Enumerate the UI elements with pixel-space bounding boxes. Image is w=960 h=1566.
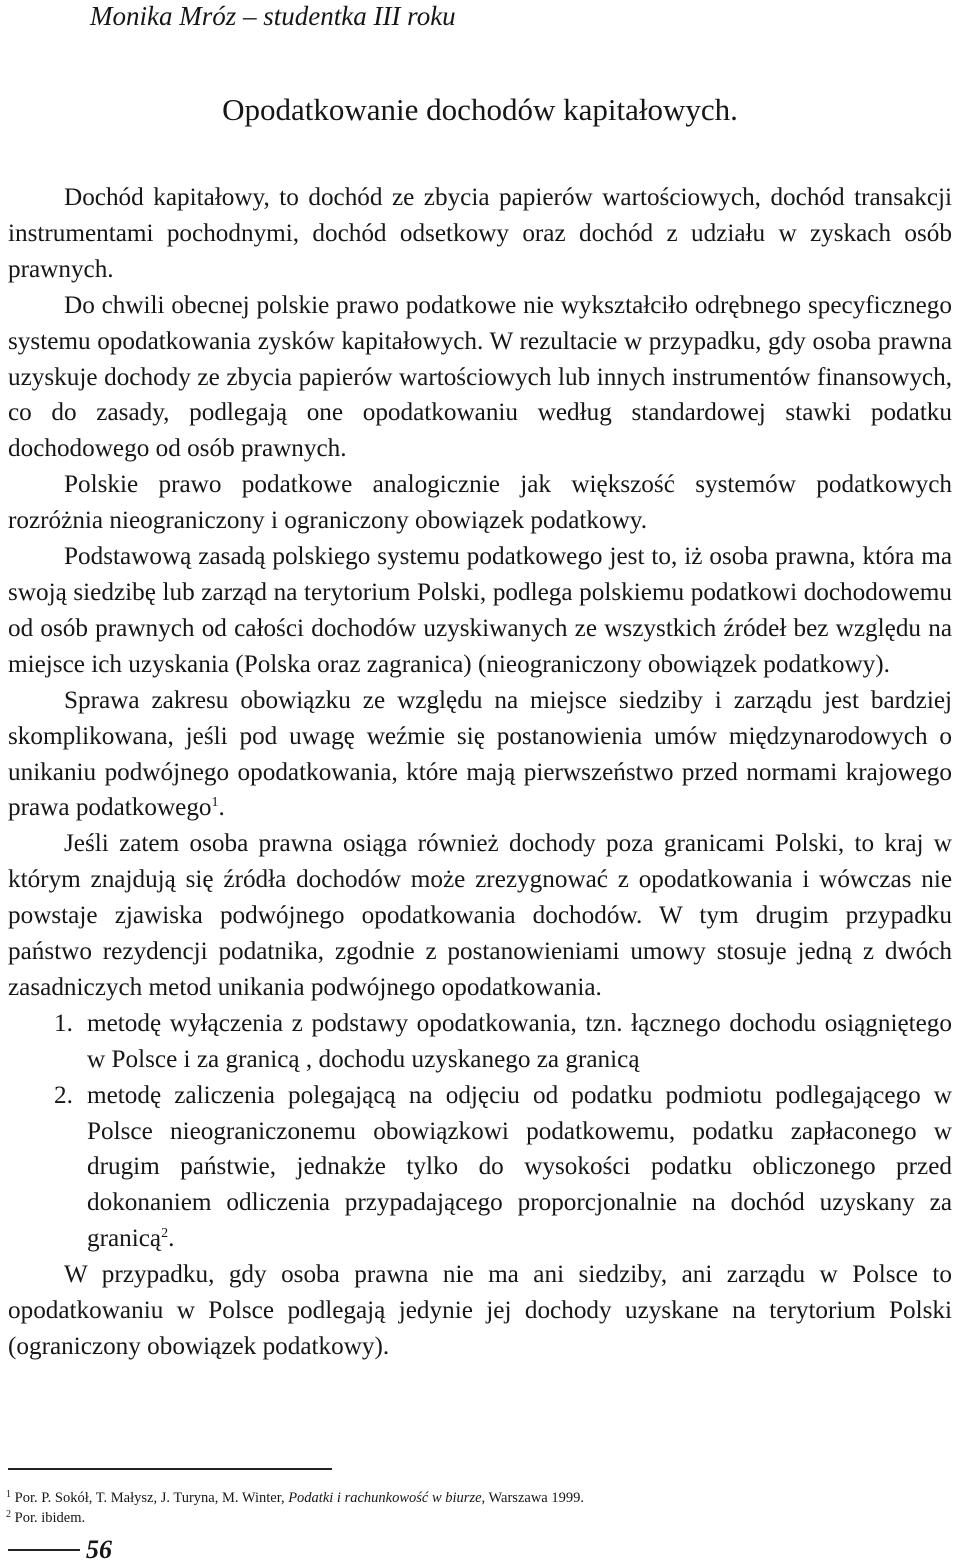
footnote-separator	[8, 1468, 332, 1470]
footnote-rest: , Warszawa 1999.	[481, 1490, 584, 1506]
paragraph-text: Sprawa zakresu obowiązku ze względu na miejsce siedziby i zarządu jest bardziej skomplikowana, jeśli pod uwagę weźmie się postanowienia umów międzynarodowych o unikaniu podwójnego opodatkowania, które mają pierwszeństwo przed normami krajowego prawa podatkowego	[8, 686, 952, 822]
footnote-number: 1	[6, 1489, 11, 1500]
running-head: Monika Mróz – studentka III roku	[90, 1, 456, 31]
footnote-number: 2	[6, 1509, 11, 1520]
page-folio	[8, 1536, 112, 1566]
list-item: 2. metodę zaliczenia polegającą na odjęciu od podatku podmiotu podlegającego w Polsce nieograniczonemu obowiązkowi podatkowemu, podatku zapłaconego w drugim państwie, jednakże tylko do wysokości podatku obliczonego przed dokonaniem odliczenia przypadającego proporcjonalnie na dochód uzyskany za granicą$^2$.	[8, 1078, 952, 1258]
paragraph: Dochód kapitałowy, to dochód ze zbycia papierów wartościowych, dochód transakcji instrumentami pochodnymi, dochód odsetkowy oraz dochód z udziału w zyskach osób prawnych.	[8, 184, 952, 283]
footnote	[6, 1508, 584, 1528]
paragraph: W przypadku, gdy osoba prawna nie ma ani siedziby, ani zarządu w Polsce to opodatkowaniu w Polsce podlegają jedynie jej dochody uzyskane na terytorium Polski (ograniczony obowiązek podatkowy).	[8, 1261, 952, 1360]
list-number: 1.	[54, 1009, 73, 1037]
list-item	[8, 1006, 952, 1078]
page-number: 56	[86, 1535, 112, 1564]
paragraph: Polskie prawo podatkowe analogicznie jak większość systemów podatkowych rozróżnia nieograniczony i ograniczony obowiązek podatkowy.	[8, 471, 952, 535]
list-item-text: metodę wyłączenia z podstawy opodatkowania, tzn. łącznego dochodu osiągniętego w Polsce i za granicą , dochodu uzyskanego za granicą	[87, 1009, 952, 1073]
footnote-reference[interactable]: 1	[211, 795, 219, 811]
article-body	[8, 180, 952, 1365]
folio-rule	[8, 1549, 80, 1551]
paragraph: Sprawa zakresu obowiązku ze względu na miejsce siedziby i zarządu jest bardziej skomplikowana, jeśli pod uwagę weźmie się postanowienia umów międzynarodowych o unikaniu podwójnego opodatkowania, które mają pierwszeństwo przed normami krajowego prawa podatkowego$^1$.	[8, 686, 952, 822]
paragraph: Podstawową zasadą polskiego systemu podatkowego jest to, iż osoba prawna, która ma swoją siedzibę lub zarząd na terytorium Polski, podlega polskiemu podatkowi dochodowemu od osób prawnych od całości dochodów uzyskiwanych ze wszystkich źródeł bez względu na miejsce ich uzyskania (Polska oraz zagranica) (nieograniczony obowiązek podatkowy).	[8, 543, 952, 678]
paragraph: Do chwili obecnej polskie prawo podatkowe nie wykształciło odrębnego specyficznego systemu opodatkowania zysków kapitałowych. W rezultacie w przypadku, gdy osoba prawna uzyskuje dochody ze zbycia papierów wartościowych lub innych instrumentów finansowych, co do zasady, podlegają one opodatkowaniu według standardowej stawki podatku dochodowego od osób prawnych.	[8, 291, 952, 463]
footnotes	[6, 1488, 584, 1528]
footnote-work-title: Podatki i rachunkowość w biurze	[288, 1490, 482, 1506]
footnote	[6, 1488, 584, 1508]
footnote-authors: Por. P. Sokół, T. Małysz, J. Turyna, M. Winter,	[14, 1490, 285, 1506]
footnote-authors: Por. ibidem.	[14, 1510, 86, 1526]
paragraph: Jeśli zatem osoba prawna osiąga również dochody poza granicami Polski, to kraj w którym znajdują się źródła dochodów może zrezygnować z opodatkowania i wówczas nie powstaje zjawiska podwójnego opodatkowania dochodów. W tym drugim przypadku państwo rezydencji podatnika, zgodnie z postanowieniami umowy stosuje jedną z dwóch zasadniczych metod unikania podwójnego opodatkowania.	[8, 830, 952, 1001]
list-item-text: metodę zaliczenia polegającą na odjęciu od podatku podmiotu podlegającego w Polsce nieograniczonemu obowiązkowi podatkowemu, podatku zapłaconego w drugim państwie, jednakże tylko do wysokości podatku obliczonego przed dokonaniem odliczenia przypadającego proporcjonalnie na dochód uzyskany za granicą	[87, 1081, 952, 1253]
methods-list	[8, 1006, 952, 1257]
article-title: Opodatkowanie dochodów kapitałowych.	[222, 92, 738, 127]
list-number: 2.	[54, 1081, 73, 1109]
footnote-reference[interactable]: 2	[161, 1226, 169, 1242]
